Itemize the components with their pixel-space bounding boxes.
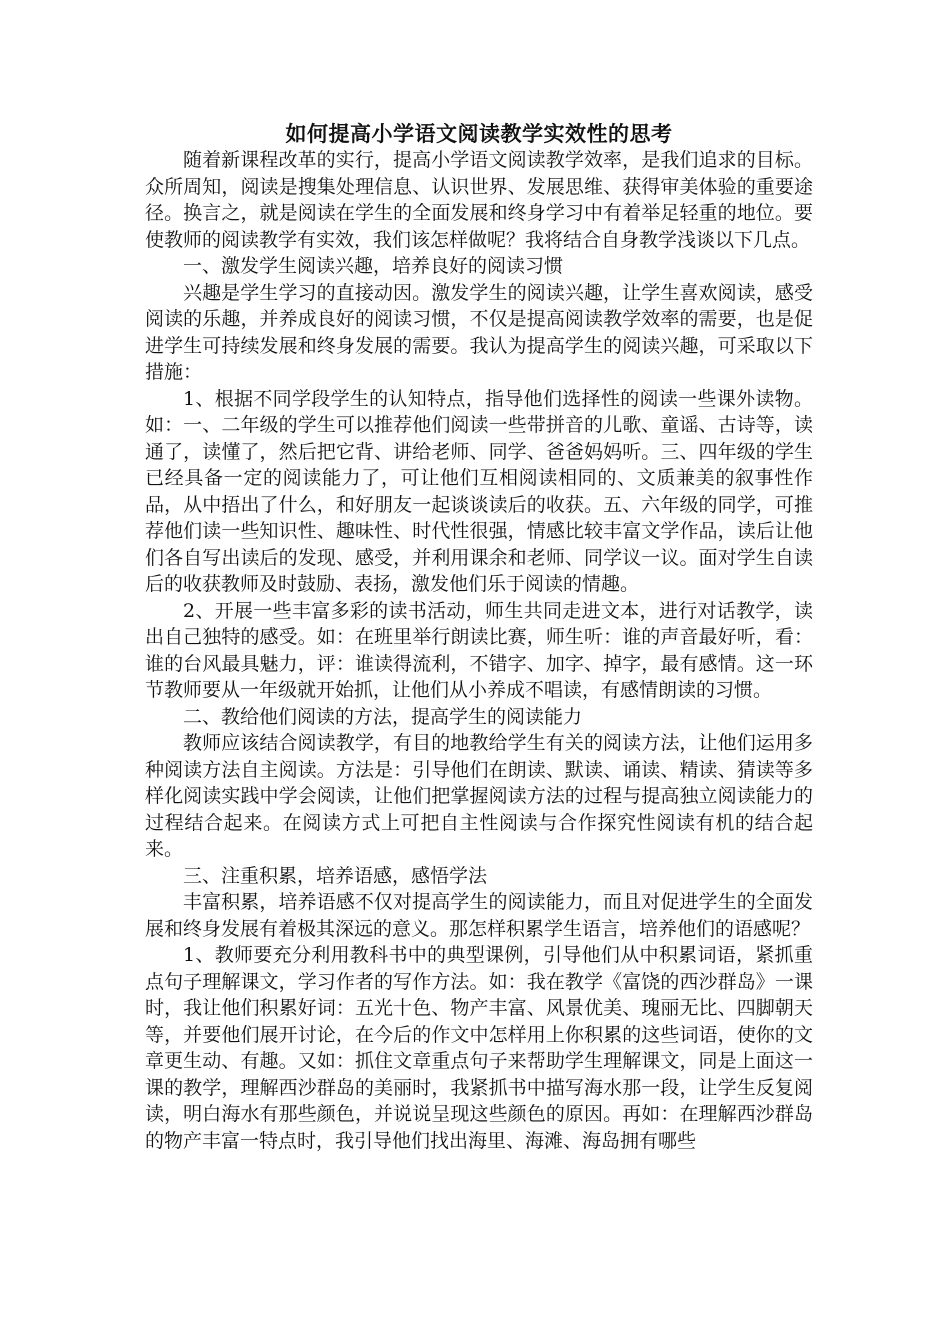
paragraph-point-1-1: 1、根据不同学段学生的认知特点，指导他们选择性的阅读一些课外读物。如：一、二年级的学生可以推荐他们阅读一些带拼音的儿歌、童谣、古诗等，读通了，读懂了，然后把它背、讲给老师、同学、爸爸妈妈听。三、四年级的学生已经具备一定的阅读能力了，可让他们互相阅读相同的、文质兼美的叙事性作品，从中捂出了什么，和好朋友一起谈谈读后的收获。五、六年级的同学，可推荐他们读一些知识性、趣味性、时代性很强，情感比较丰富文学作品，读后让他们各自写出读后的发现、感受，并利用课余和老师、同学议一议。面对学生自读后的收获教师及时鼓励、表扬，激发他们乐于阅读的情趣。 (145, 387, 813, 595)
paragraph-intro: 随着新课程改革的实行，提高小学语文阅读教学效率，是我们追求的目标。众所周知，阅读是搜集处理信息、认识世界、发展思维、获得审美体验的重要途径。换言之，就是阅读在学生的全面发展和终身学习中有着举足轻重的地位。要使教师的阅读教学有实效，我们该怎样做呢？我将结合自身教学浅谈以下几点。 (145, 149, 813, 251)
section-heading-1: 一、激发学生阅读兴趣，培养良好的阅读习惯 (183, 255, 564, 277)
paragraph-interest: 兴趣是学生学习的直接动因。激发学生的阅读兴趣，让学生喜欢阅读，感受阅读的乐趣，并养成良好的阅读习惯，不仅是提高阅读教学效率的需要，也是促进学生可持续发展和终身发展的需要。我认为提高学生的阅读兴趣，可采取以下措施： (145, 281, 813, 383)
section-heading-2: 二、教给他们阅读的方法，提高学生的阅读能力 (183, 705, 583, 728)
section-heading-3: 三、注重积累，培养语感，感悟学法 (183, 864, 488, 887)
document-title: 如何提高小学语文阅读教学实效性的思考 (285, 121, 673, 146)
paragraph-point-1-2: 2、开展一些丰富多彩的读书活动，师生共同走进文本，进行对话教学，读出自己独特的感受。如：在班里举行朗读比赛，师生听：谁的声音最好听，看：谁的台风最具魅力，评：谁读得流利，不错字、加字、掉字，最有感情。这一环节教师要从一年级就开始抓，让他们从小养成不唱读，有感情朗读的习惯。 (145, 599, 813, 701)
paragraph-methods: 教师应该结合阅读教学，有目的地教给学生有关的阅读方法，让他们运用多种阅读方法自主阅读。方法是：引导他们在朗读、默读、诵读、精读、猜读等多样化阅读实践中学会阅读，让他们把掌握阅读方法的过程与提高独立阅读能力的过程结合起来。在阅读方式上可把自主性阅读与合作探究性阅读有机的结合起来。 (145, 732, 813, 860)
document-body (145, 120, 813, 1154)
paragraph-point-3-1: 1、教师要充分利用教科书中的典型课例，引导他们从中积累词语，紧抓重点句子理解课文，学习作者的写作方法。如：我在教学《富饶的西沙群岛》一课时，我让他们积累好词：五光十色、物产丰富、风景优美、瑰丽无比、四脚朝天等，并要他们展开讨论，在今后的作文中怎样用上你积累的这些词语，使你的文章更生动、有趣。又如：抓住文章重点句子来帮助学生理解课文，同是上面这一课的教学，理解西沙群岛的美丽时，我紧抓书中描写海水那一段，让学生反复阅读，明白海水有那些颜色，并说说呈现这些颜色的原因。再如：在理解西沙群岛的物产丰富一特点时，我引导他们找出海里、海滩、海岛拥有哪些 (145, 944, 813, 1152)
paragraph-accumulation: 丰富积累，培养语感不仅对提高学生的阅读能力，而且对促进学生的全面发展和终身发展有着极其深远的意义。那怎样积累学生语言，培养他们的语感呢？ (145, 891, 813, 940)
